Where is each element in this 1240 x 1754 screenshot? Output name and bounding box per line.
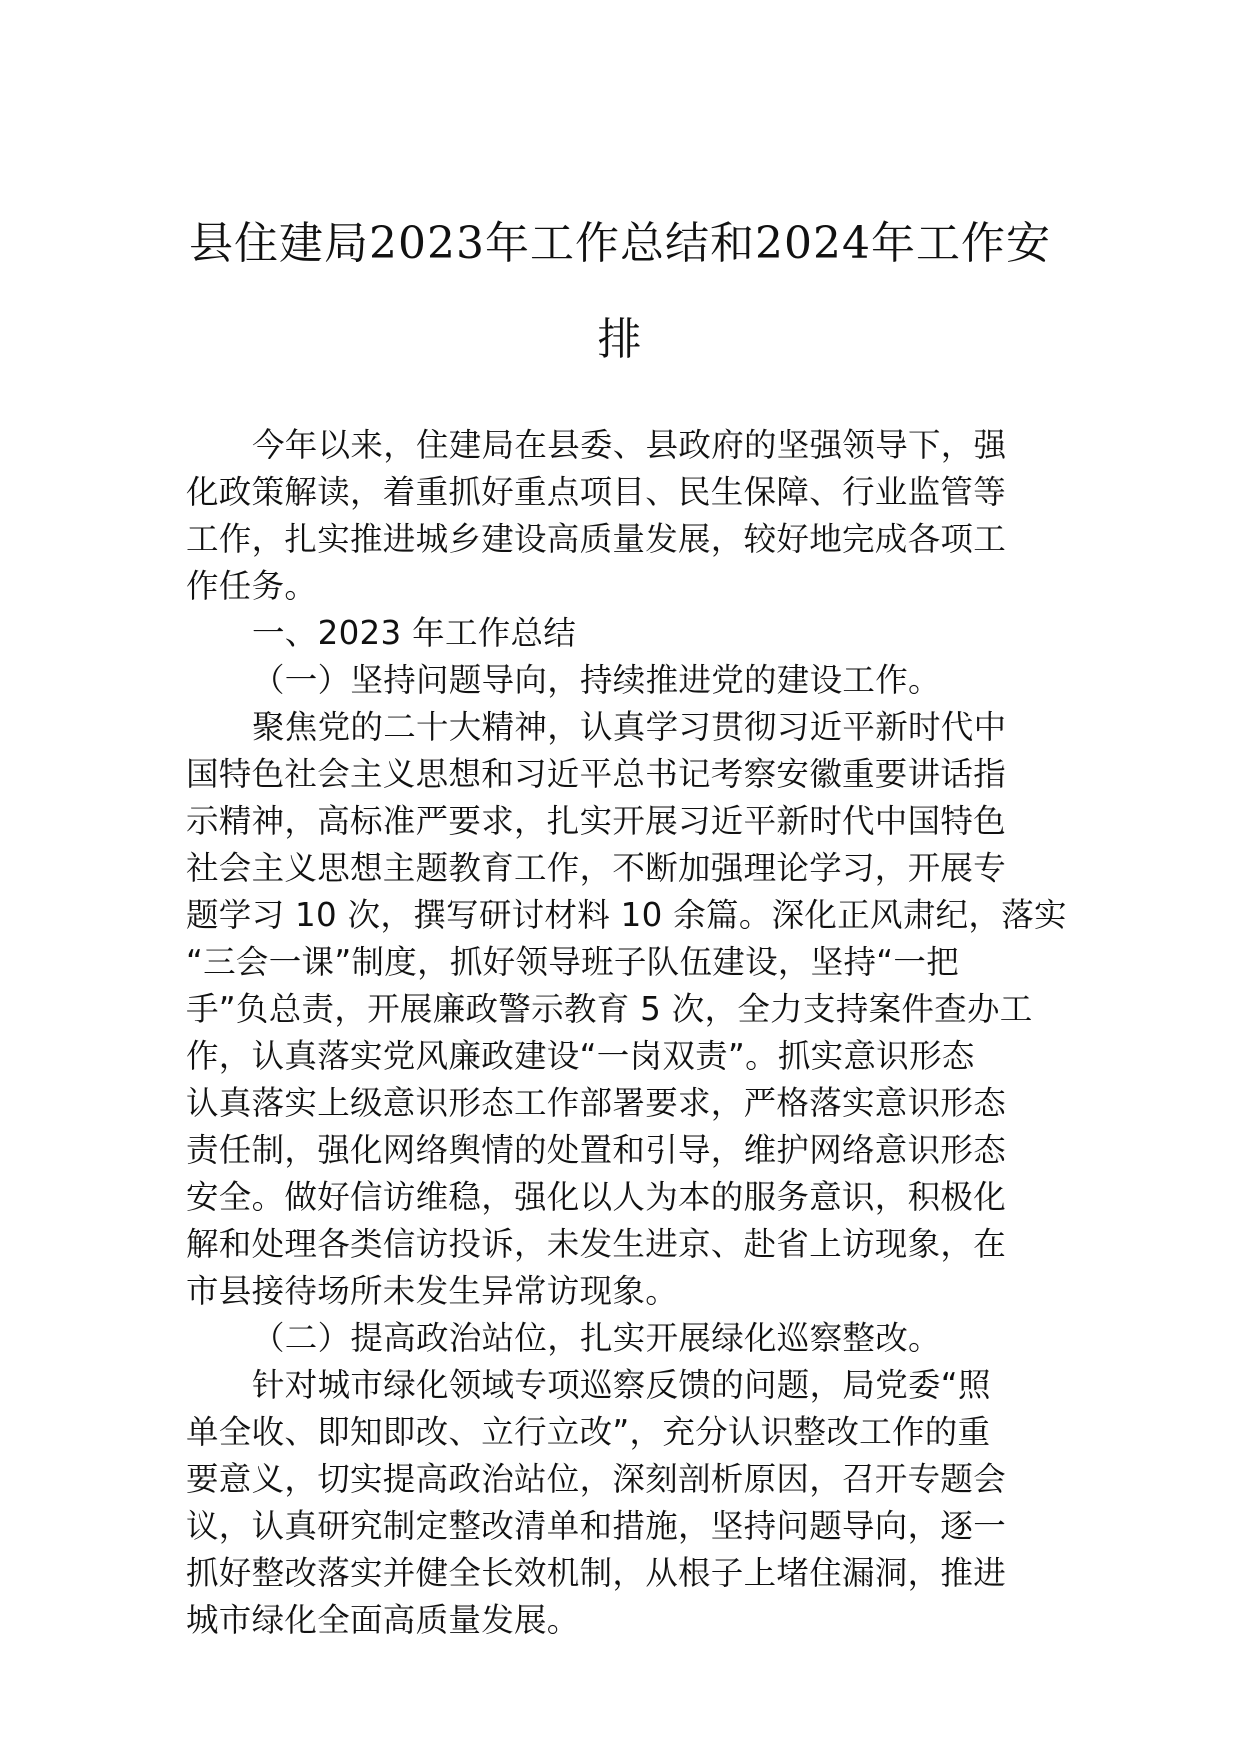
intro-line: 今年以来，住建局在县委、县政府的坚强领导下，强 — [252, 426, 1007, 464]
sub1-line: 作，认真落实党风廉政建设“一岗双责”。抓实意识形态 — [186, 1037, 975, 1075]
sub2-line: 针对城市绿化领域专项巡察反馈的问题，局党委“照 — [252, 1366, 991, 1404]
document-title-line1: 县住建局2023年工作总结和2024年工作安 — [189, 218, 1051, 269]
sub2-line: 要意义，切实提高政治站位，深刻剖析原因，召开专题会 — [186, 1460, 1007, 1498]
sub1-line: “三会一课”制度，抓好领导班子队伍建设，坚持“一把 — [186, 943, 960, 981]
document-body — [186, 422, 1067, 1644]
sub1-line: 安全。做好信访维稳，强化以人为本的服务意识，积极化 — [186, 1178, 1007, 1216]
sub1-line: 认真落实上级意识形态工作部署要求，严格落实意识形态 — [186, 1084, 1007, 1122]
subsection-heading: （二）提高政治站位，扎实开展绿化巡察整改。 — [252, 1319, 941, 1357]
sub2-line: 城市绿化全面高质量发展。 — [186, 1601, 580, 1639]
section-heading: 一、2023 年工作总结 — [252, 614, 577, 652]
sub1-line: 解和处理各类信访投诉，未发生进京、赴省上访现象，在 — [186, 1225, 1007, 1263]
sub2-line: 单全收、即知即改、立行立改”，充分认识整改工作的重 — [186, 1413, 991, 1451]
intro-line: 化政策解读，着重抓好重点项目、民生保障、行业监管等 — [186, 473, 1007, 511]
intro-line: 工作，扎实推进城乡建设高质量发展，较好地完成各项工 — [186, 520, 1007, 558]
sub1-line: 社会主义思想主题教育工作，不断加强理论学习，开展专 — [186, 849, 1007, 887]
sub2-line: 议，认真研究制定整改清单和措施，坚持问题导向，逐一 — [186, 1507, 1007, 1545]
sub1-line: 市县接待场所未发生异常访现象。 — [186, 1272, 679, 1310]
sub1-line: 题学习 10 次，撰写研讨材料 10 余篇。深化正风肃纪，落实 — [186, 896, 1067, 934]
intro-line: 作任务。 — [186, 567, 318, 605]
sub2-line: 抓好整改落实并健全长效机制，从根子上堵住漏洞，推进 — [186, 1554, 1007, 1592]
sub1-line: 示精神，高标准严要求，扎实开展习近平新时代中国特色 — [186, 802, 1007, 840]
sub1-line: 国特色社会主义思想和习近平总书记考察安徽重要讲话指 — [186, 755, 1007, 793]
sub1-line: 责任制，强化网络舆情的处置和引导，维护网络意识形态 — [186, 1131, 1007, 1169]
subsection-heading: （一）坚持问题导向，持续推进党的建设工作。 — [252, 661, 941, 699]
sub1-line: 聚焦党的二十大精神，认真学习贯彻习近平新时代中 — [252, 708, 1007, 746]
document-title-line2: 排 — [597, 314, 643, 365]
sub1-line: 手”负总责，开展廉政警示教育 5 次，全力支持案件查办工 — [186, 990, 1033, 1028]
